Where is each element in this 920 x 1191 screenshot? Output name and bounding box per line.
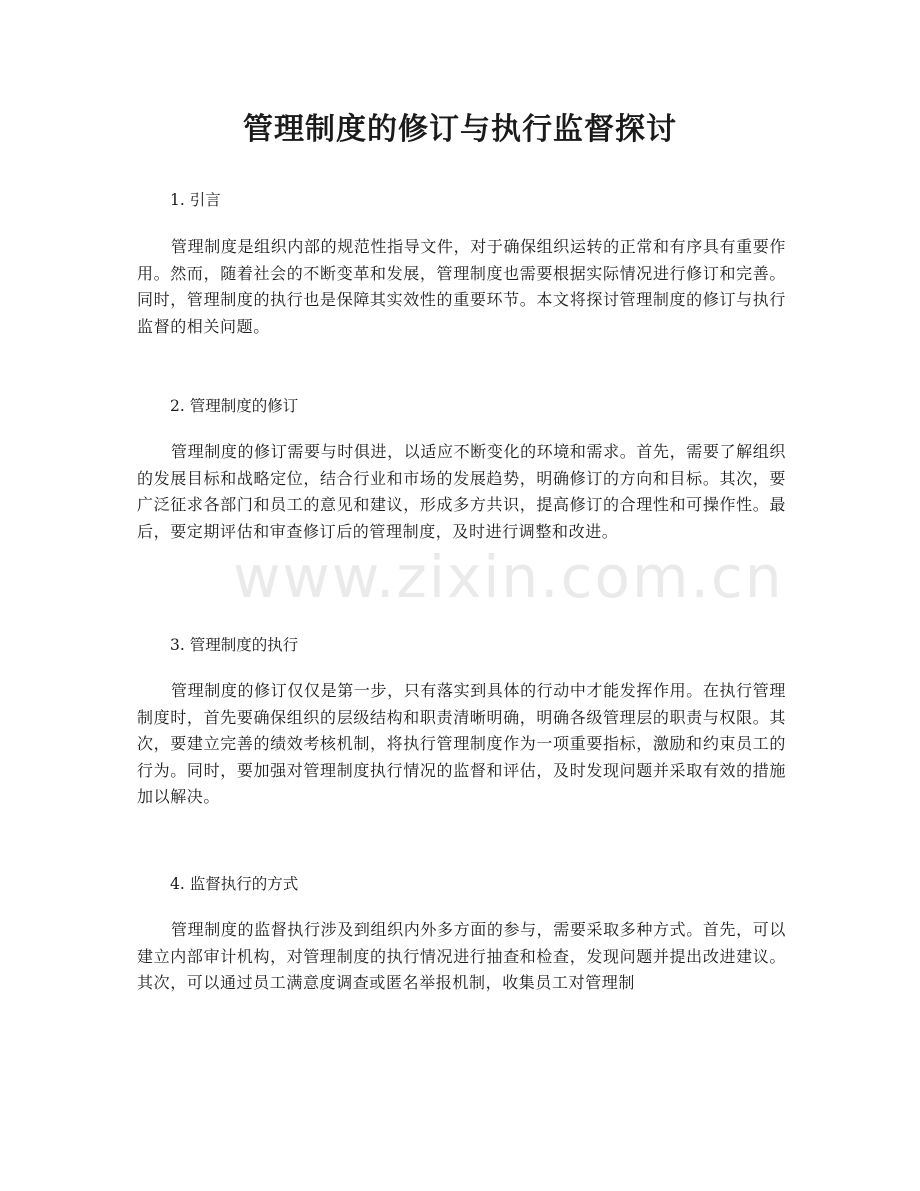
watermark: www.zixin.com.cn	[233, 543, 784, 611]
section-heading-execution: 3. 管理制度的执行	[170, 636, 299, 654]
section-heading-revision: 2. 管理制度的修订	[170, 397, 299, 415]
section-heading-supervision: 4. 监督执行的方式	[170, 875, 299, 893]
section-paragraph-supervision: 管理制度的监督执行涉及到组织内外多方面的参与，需要采取多种方式。首先，可以建立内部审计机构，对管理制度的执行情况进行抽查和检查，发现问题并提出改进建议。其次，可以通过员工满意度调查或匿名举报机制，收集员工对管理制	[137, 920, 786, 992]
section-paragraph-execution: 管理制度的修订仅仅是第一步，只有落实到具体的行动中才能发挥作用。在执行管理制度时，首先要确保组织的层级结构和职责清晰明确，明确各级管理层的职责与权限。其次，要建立完善的绩效考核机制，将执行管理制度作为一项重要指标，激励和约束员工的行为。同时，要加强对管理制度执行情况的监督和评估，及时发现问题并采取有效的措施加以解决。	[137, 681, 786, 806]
document-title: 管理制度的修订与执行监督探讨	[243, 112, 677, 147]
section-paragraph-revision: 管理制度的修订需要与时俱进，以适应不断变化的环境和需求。首先，需要了解组织的发展目标和战略定位，结合行业和市场的发展趋势，明确修订的方向和目标。其次，要广泛征求各部门和员工的意见和建议，形成多方共识，提高修订的合理性和可操作性。最后，要定期评估和审查修订后的管理制度，及时进行调整和改进。	[137, 442, 786, 541]
section-paragraph-intro: 管理制度是组织内部的规范性指导文件，对于确保组织运转的正常和有序具有重要作用。然而，随着社会的不断变革和发展，管理制度也需要根据实际情况进行修订和完善。同时，管理制度的执行也是保障其实效性的重要环节。本文将探讨管理制度的修订与执行监督的相关问题。	[137, 237, 786, 336]
section-heading-intro: 1. 引言	[170, 191, 221, 209]
